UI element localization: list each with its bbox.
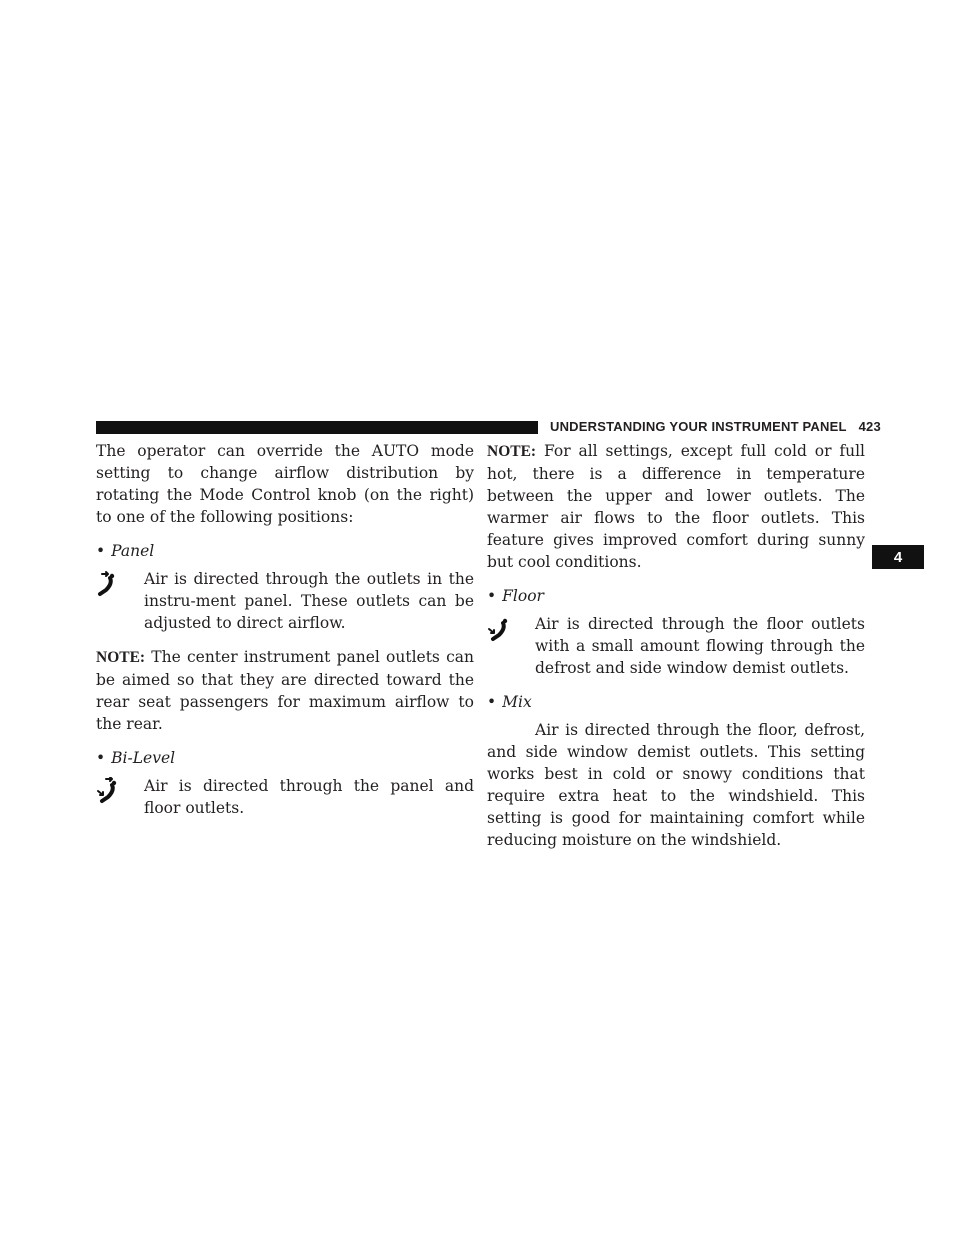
page-number: 423 xyxy=(858,419,881,434)
mix-description: Air is directed through the floor, defrost, and side window demist outlets. This setting works best in cold or snowy conditions that require extra heat to the windshield. This setting is good for maintaining comfort while reducing moisture on the windshield. xyxy=(487,721,865,849)
mix-title: Mix xyxy=(502,693,532,711)
right-column xyxy=(487,440,865,851)
floor-mode-icon xyxy=(487,615,511,643)
bilevel-title: Bi-Level xyxy=(111,749,176,767)
bullet-panel: • Panel xyxy=(96,542,155,560)
panel-title: Panel xyxy=(111,542,155,560)
chapter-tab: 4 xyxy=(872,545,924,569)
panel-mode-icon xyxy=(96,570,120,598)
bilevel-description: Air is directed through the panel and floor outlets. xyxy=(144,777,474,817)
bullet-floor: • Floor xyxy=(487,587,544,605)
floor-description: Air is directed through the floor outlets with a small amount flowing through the defrost and side window demist outlets. xyxy=(535,615,865,677)
header-rule xyxy=(96,421,538,434)
note-paragraph-right: NOTE: For all settings, except full cold or full hot, there is a difference in temperature between the upper and lower outlets. The warmer air flows to the floor outlets. This feature gives improved comfort during sunny but cool conditions. xyxy=(487,442,865,571)
panel-description: Air is directed through the outlets in the instru-ment panel. These outlets can be adjusted to direct airflow. xyxy=(144,570,474,632)
bullet-bilevel: • Bi-Level xyxy=(96,749,176,767)
bilevel-item xyxy=(96,775,474,819)
bilevel-mode-icon xyxy=(96,777,120,805)
running-header xyxy=(550,419,881,434)
section-title: UNDERSTANDING YOUR INSTRUMENT PANEL xyxy=(550,419,847,434)
intro-paragraph: The operator can override the AUTO mode setting to change airflow distribution by rotating the Mode Control knob (on the right) to one of the following positions: xyxy=(96,442,474,526)
floor-title: Floor xyxy=(502,587,544,605)
left-column xyxy=(96,440,474,819)
panel-item xyxy=(96,568,474,634)
bullet-mix: • Mix xyxy=(487,693,532,711)
note-paragraph-left: NOTE: The center instrument panel outlets can be aimed so that they are directed toward the rear seat passengers for maximum airflow to the rear. xyxy=(96,648,474,733)
floor-item xyxy=(487,613,865,679)
